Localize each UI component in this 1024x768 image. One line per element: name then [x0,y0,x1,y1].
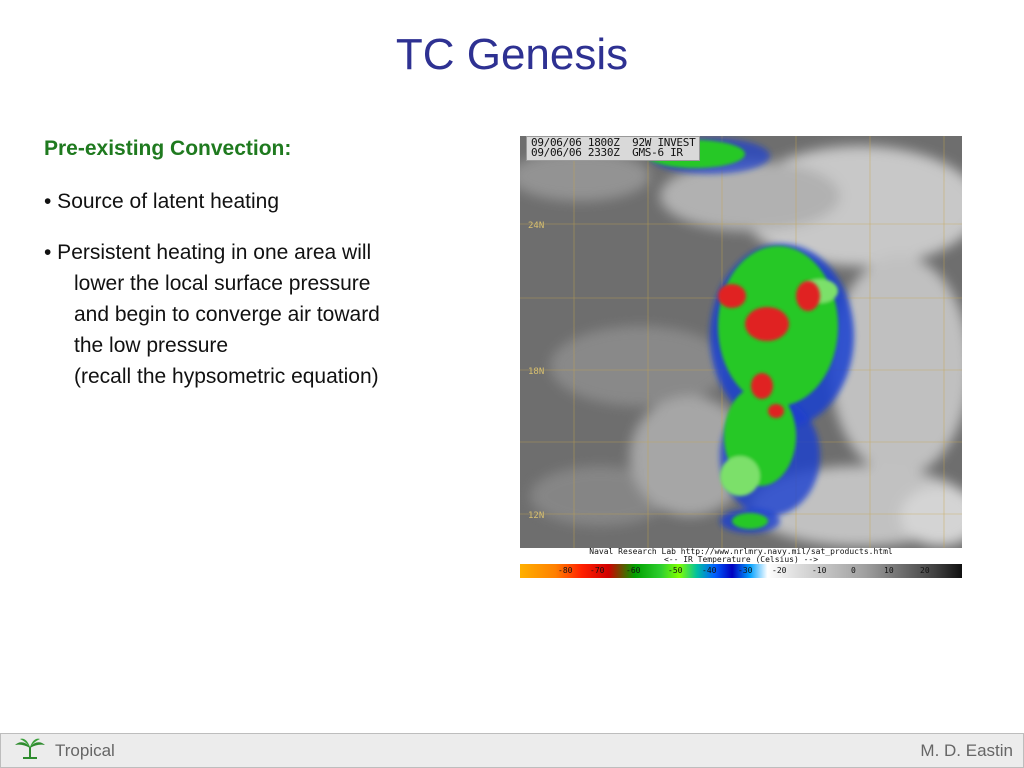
header-line: 09/06/06 2330Z GMS-6 IR [531,146,683,159]
slide-footer [0,733,1024,768]
scale-label: -20 [772,566,787,575]
bullet-persistent-heating [44,237,484,392]
scale-label: 10 [884,566,894,575]
palm-logo-icon [13,738,47,765]
bullet-line: • Persistent heating in one area will [44,241,372,264]
footer-author: M. D. Eastin [920,741,1013,760]
image-credit [520,548,962,564]
bullet-line: and begin to converge air toward [74,303,380,326]
credit-line: <-- IR Temperature (Celsius) --> [663,555,819,564]
lat-label: 18N [528,367,545,377]
scale-label: 20 [920,566,930,575]
bullet-line: the low pressure [74,334,229,357]
scale-label: -80 [558,566,573,575]
bullet-latent-heating: • Source of latent heating [44,190,280,213]
satellite-ir-image [520,136,962,548]
scale-label: 0 [851,566,856,575]
scale-label: -70 [590,566,605,575]
lat-label: 12N [528,511,545,521]
slide-title: TC Genesis [395,30,629,79]
scale-label: -10 [812,566,827,575]
lat-label: 24N [528,221,545,231]
scale-label: -50 [668,566,683,575]
footer-left [13,740,115,762]
scale-label: -40 [702,566,717,575]
image-timestamp-header [526,136,700,161]
scale-label: -60 [626,566,641,575]
bullet-line: lower the local surface pressure [74,272,371,295]
credit-line: Naval Research Lab http://www.nrlmry.navy.mil/sat_products.html [589,547,893,556]
header-line: 09/06/06 1800Z 92W INVEST [531,136,696,149]
scale-labels [520,566,962,578]
scale-label: -30 [738,566,753,575]
section-heading: Pre-existing Convection: [44,137,292,160]
bullet-line: (recall the hypsometric equation) [74,365,379,388]
satellite-image-graphic [520,136,962,548]
footer-course-label: Tropical [55,741,115,760]
